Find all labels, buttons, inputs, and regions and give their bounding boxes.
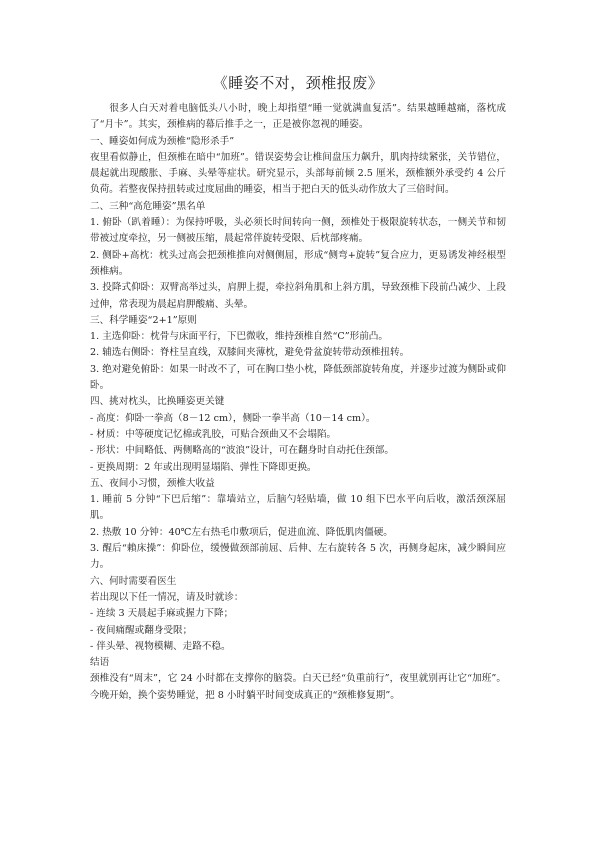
section-5-item: 1. 睡前 5 分钟“下巴后缩”：靠墙站立，后脑勺轻贴墙，做 10 组下巴水平向后收，激活颈深屈肌。 <box>90 494 506 522</box>
section-6-item: - 夜间痛醒或翻身受限； <box>90 624 193 636</box>
section-4-item: - 形状：中间略低、两侧略高的“波浪”设计，可在翻身时自动托住颈部。 <box>90 445 394 457</box>
conclusion-heading: 结语 <box>90 657 110 669</box>
section-6-heading: 六、何时需要看医生 <box>90 575 177 587</box>
section-3-item: 3. 绝对避免俯卧：如果一时改不了，可在胸口垫小枕，降低颈部旋转角度，并逐步过渡为侧卧或仰卧。 <box>90 363 506 392</box>
section-2-item: 3. 投降式仰卧：双臂高举过头，肩胛上提，牵拉斜角肌和上斜方肌，导致颈椎下段前凸减少、上段过伸，常表现为晨起肩胛酸痛、头晕。 <box>90 282 506 310</box>
section-2-heading: 二、三种“高危睡姿”黑名单 <box>90 200 206 212</box>
section-5-heading: 五、夜间小习惯，颈椎大收益 <box>90 477 215 489</box>
section-3-item: 2. 辅选右侧卧：脊柱呈直线，双膝间夹薄枕，避免骨盆旋转带动颈椎扭转。 <box>90 347 410 359</box>
section-3-item: 1. 主选仰卧：枕骨与床面平行，下巴微收，维持颈椎自然“C”形前凸。 <box>90 331 388 343</box>
section-6-item: - 伴头晕、视物模糊、走路不稳。 <box>90 640 231 652</box>
section-4-item: - 高度：仰卧一拳高（8－12 cm），侧卧一拳半高（10－14 cm）。 <box>90 412 376 424</box>
section-4-item: - 材质：中等硬度记忆棉或乳胶，可贴合颈曲又不会塌陷。 <box>90 428 337 440</box>
section-4-heading: 四、挑对枕头，比换睡姿更关键 <box>90 396 225 408</box>
intro-paragraph: 很多人白天对着电脑低头八小时，晚上却指望“睡一觉就满血复活”。结果越睡越痛，落枕成了“月卡”。其实，颈椎病的幕后推手之一，正是被你忽视的睡姿。 <box>90 103 506 131</box>
section-3-heading: 三、科学睡姿“2+1”原则 <box>90 314 197 326</box>
section-2-item: 2. 侧卧+高枕：枕头过高会把颈椎推向对侧侧屈，形成“侧弯+旋转”复合应力，更易诱发神经根型颈椎病。 <box>90 249 506 277</box>
section-1-heading: 一、睡姿如何成为颈椎“隐形杀手” <box>90 135 235 147</box>
section-5-item: 3. 醒后“賴床操”：仰卧位，缓慢做颈部前屈、后伸、左右旋转各 5 次，再侧身起床，减少瞬间应力。 <box>90 543 506 571</box>
conclusion-body: 颈椎没有“周末”，它 24 小时都在支撑你的脑袋。白天已经“负重前行”，夜里就别再让它“加班”。今晚开始，换个姿势睡觉，把 8 小时躺平时间变成真正的“颈椎修复期”。 <box>90 673 506 701</box>
section-2-item: 1. 俯卧（趴着睡）：为保持呼吸，头必须长时间转向一侧，颈椎处于极限旋转状态，一侧关节和韧带被过度牵拉，另一侧被压缩，晨起常伴旋转受限、后枕部疼痛。 <box>90 217 506 245</box>
section-6-lead: 若出现以下任一情况，请及时就诊： <box>90 591 244 603</box>
section-6-item: - 连续 3 天晨起手麻或握力下降； <box>90 608 234 620</box>
document-title: 《睡姿不对，颈椎报废》 <box>212 74 384 92</box>
section-5-item: 2. 热敷 10 分钟：40℃左右热毛巾敷项后，促进血流、降低肌肉僵硬。 <box>90 526 393 538</box>
section-1-body: 夜里看似静止，但颈椎在暗中“加班”。错误姿势会让椎间盘压力飙升，肌肉持续紧张，关节错位，晨起就出现酸胀、手麻、头晕等症状。研究显示，头部每前倾 2.5 厘米，颈椎额外承受约 4 公斤负荷。若整夜保持扭转或过度屈曲的睡姿，相当于把白天的低头动作放大了三倍时间。 <box>90 151 506 196</box>
section-4-item: - 更换周期：2 年或出现明显塌陷、弹性下降即更换。 <box>90 461 317 473</box>
